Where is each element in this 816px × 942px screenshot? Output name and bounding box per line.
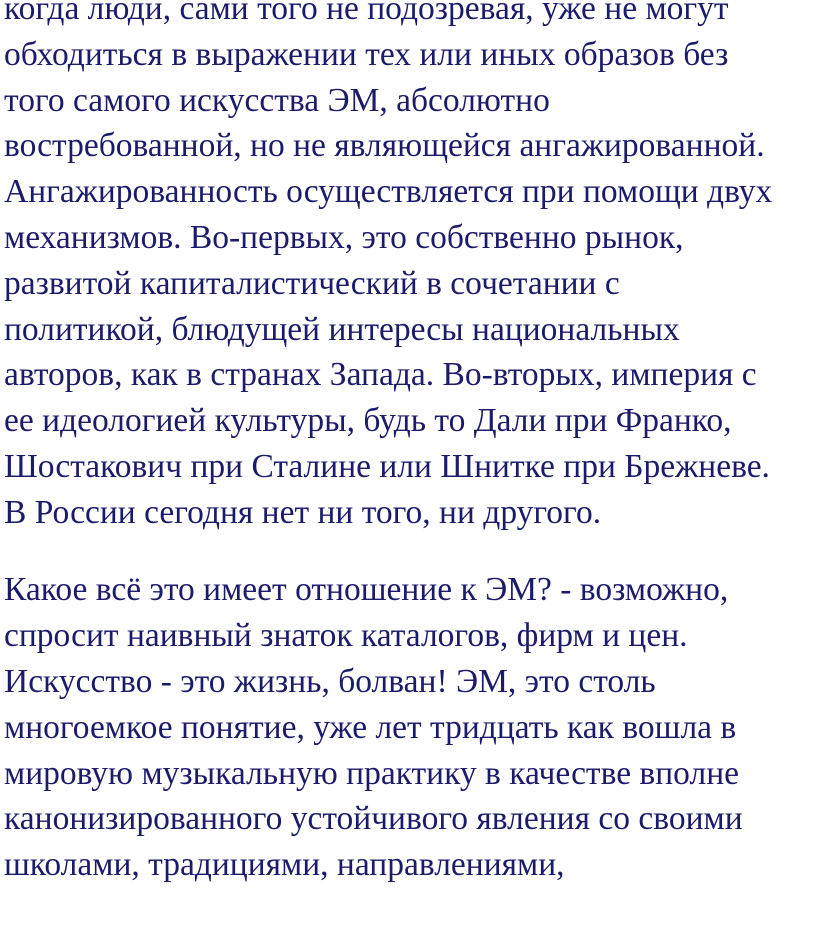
paragraph-1	[4, 0, 816, 536]
text-line: Какое всё это имеет отношение к ЭМ? - возможно,	[4, 571, 729, 609]
text-line: Ангажированность осуществляется при помощи двух	[4, 173, 773, 211]
text-line: мировую музыкальную практику в качестве вполне	[4, 754, 740, 792]
text-line: многоемкое понятие, уже лет тридцать как вошла в	[4, 708, 737, 746]
text-line: политикой, блюдущей интересы национальных	[4, 310, 680, 348]
text-line: того самого искусства ЭМ, абсолютно	[4, 81, 550, 119]
text-line: спросит наивный знаток каталогов, фирм и цен.	[4, 617, 688, 655]
text-line: развитой капиталистический в сочетании с	[4, 264, 620, 302]
text-line: обходиться в выражении тех или иных образов без	[4, 35, 729, 73]
text-line: школами, традициями, направлениями,	[4, 846, 565, 884]
text-line: востребованной, но не являющейся ангажированной.	[4, 127, 765, 165]
text-line: когда люди, сами того не подозревая, уже не могут	[4, 0, 729, 27]
text-line: авторов, как в странах Запада. Во-вторых, империя с	[4, 356, 757, 394]
text-line: механизмов. Во-первых, это собственно рынок,	[4, 218, 684, 256]
text-line: ее идеологией культуры, будь то Дали при Франко,	[4, 402, 732, 440]
text-line: Искусство - это жизнь, болван! ЭМ, это столь	[4, 662, 656, 700]
text-line: канонизированного устойчивого явления со своими	[4, 800, 743, 838]
text-line: Шостакович при Сталине или Шнитке при Брежневе.	[4, 447, 770, 485]
paragraph-2	[4, 567, 816, 888]
text-line: В России сегодня нет ни того, ни другого.	[4, 493, 602, 531]
